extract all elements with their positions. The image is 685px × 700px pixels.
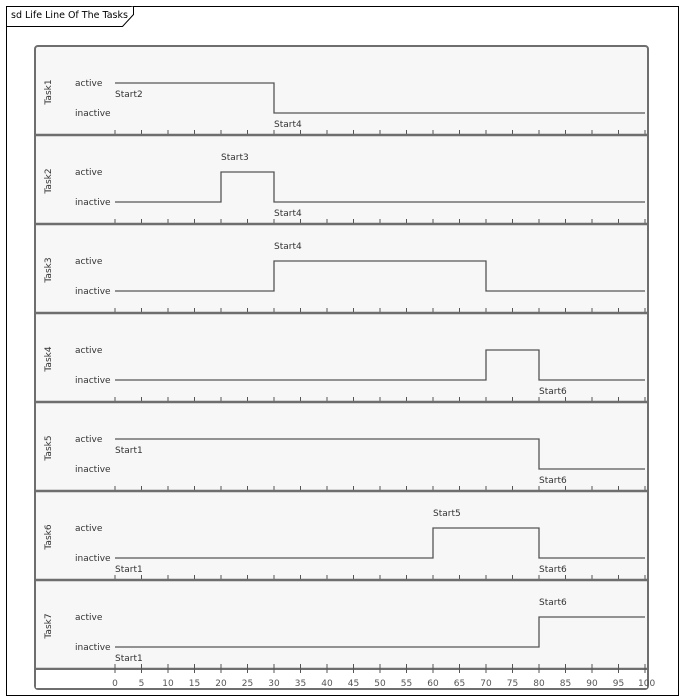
lifeline-name: Task3 bbox=[44, 257, 54, 283]
axis-tick-label: 90 bbox=[586, 679, 598, 689]
message-label: Start6 bbox=[539, 387, 567, 397]
message-label: Start4 bbox=[274, 242, 302, 252]
axis-tick-label: 10 bbox=[162, 679, 174, 689]
state-label-inactive: inactive bbox=[75, 198, 111, 208]
message-label: Start6 bbox=[539, 598, 567, 608]
state-label-active: active bbox=[75, 346, 103, 356]
state-label-inactive: inactive bbox=[75, 643, 111, 653]
state-label-inactive: inactive bbox=[75, 287, 111, 297]
state-label-active: active bbox=[75, 613, 103, 623]
axis-tick-label: 45 bbox=[347, 679, 360, 689]
axis-tick-label: 65 bbox=[453, 679, 466, 689]
message-label: Start5 bbox=[433, 509, 461, 519]
axis-tick-label: 85 bbox=[559, 679, 572, 689]
axis-tick-label: 75 bbox=[506, 679, 519, 689]
axis-tick-label: 60 bbox=[427, 679, 439, 689]
axis-strip bbox=[36, 670, 647, 688]
message-label: Start1 bbox=[115, 565, 143, 575]
axis-tick-label: 25 bbox=[241, 679, 254, 689]
frame-title: sd Life Line Of The Tasks bbox=[11, 10, 128, 21]
lifeline-name: Task5 bbox=[44, 435, 54, 461]
message-label: Start6 bbox=[539, 476, 567, 486]
message-label: Start4 bbox=[274, 120, 302, 130]
message-label: Start1 bbox=[115, 446, 143, 456]
lifelines-container bbox=[35, 46, 648, 689]
axis-tick-label: 5 bbox=[138, 679, 145, 689]
axis-tick-label: 100 bbox=[638, 679, 656, 689]
state-label-active: active bbox=[75, 257, 103, 267]
axis-tick-label: 35 bbox=[294, 679, 307, 689]
state-label-active: active bbox=[75, 79, 103, 89]
state-label-active: active bbox=[75, 524, 103, 534]
state-label-active: active bbox=[75, 168, 103, 178]
lifeline-name: Task6 bbox=[44, 524, 54, 550]
state-label-active: active bbox=[75, 435, 103, 445]
message-label: Start4 bbox=[274, 209, 302, 219]
message-label: Start1 bbox=[115, 654, 143, 664]
message-label: Start2 bbox=[115, 90, 143, 100]
axis-tick-label: 30 bbox=[268, 679, 280, 689]
lifeline-name: Task4 bbox=[44, 346, 54, 372]
axis-tick-label: 0 bbox=[112, 679, 118, 689]
state-label-inactive: inactive bbox=[75, 554, 111, 564]
axis-tick-label: 40 bbox=[321, 679, 333, 689]
lifeline-name: Task7 bbox=[44, 613, 54, 639]
state-label-inactive: inactive bbox=[75, 465, 111, 475]
axis-tick-label: 50 bbox=[374, 679, 386, 689]
axis-tick-label: 80 bbox=[533, 679, 545, 689]
axis-tick-label: 15 bbox=[188, 679, 201, 689]
message-label: Start3 bbox=[221, 153, 249, 163]
axis-tick-label: 95 bbox=[612, 679, 625, 689]
state-label-inactive: inactive bbox=[75, 376, 111, 386]
lifeline-name: Task2 bbox=[44, 168, 54, 194]
axis-tick-label: 20 bbox=[215, 679, 227, 689]
axis-tick-label: 55 bbox=[400, 679, 413, 689]
lifeline-name: Task1 bbox=[44, 79, 54, 105]
axis-tick-label: 70 bbox=[480, 679, 492, 689]
message-label: Start6 bbox=[539, 565, 567, 575]
state-label-inactive: inactive bbox=[75, 109, 111, 119]
